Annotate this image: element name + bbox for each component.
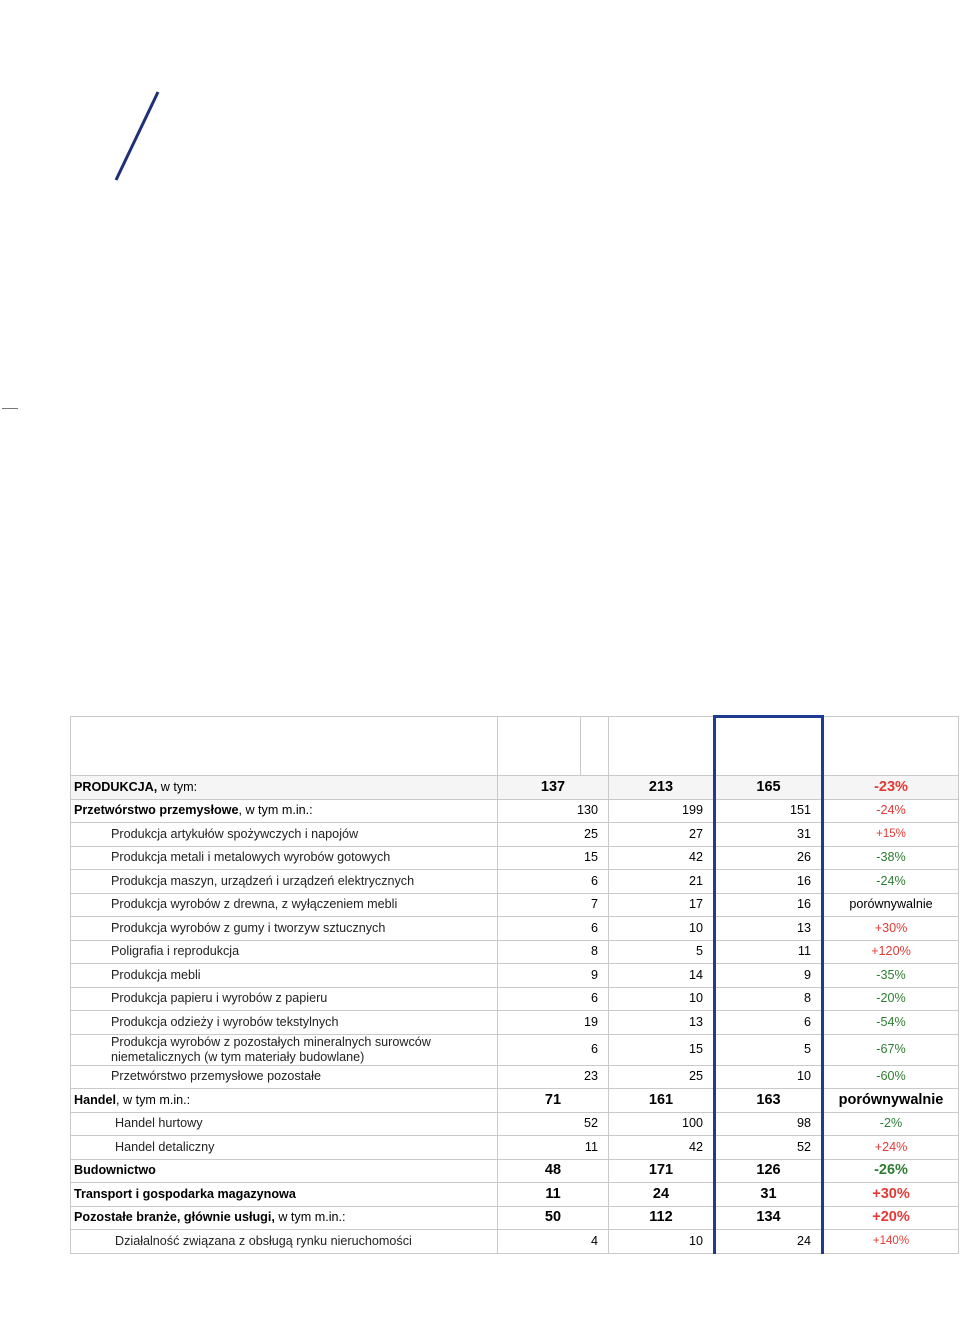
- value-2008: 11: [498, 1183, 609, 1207]
- row-label: [71, 1159, 498, 1183]
- table-row: [71, 823, 959, 847]
- value-2013: 25: [609, 1065, 715, 1089]
- value-2013: 10: [609, 917, 715, 941]
- value-2008: 11: [498, 1136, 609, 1160]
- value-2013: 112: [609, 1206, 715, 1230]
- value-zmiana: +120%: [823, 940, 959, 964]
- value-zmiana: -54%: [823, 1011, 959, 1035]
- table-row: [71, 1112, 959, 1136]
- value-zmiana: -38%: [823, 846, 959, 870]
- row-label: Produkcja wyrobów z drewna, z wyłączeniem mebli: [71, 893, 498, 917]
- row-label-main: Budownictwo: [74, 1163, 156, 1178]
- value-zmiana: -24%: [823, 799, 959, 823]
- row-label-main: Przetwórstwo przemysłowe: [74, 803, 239, 818]
- value-2014: 165: [715, 776, 823, 800]
- value-2013: 10: [609, 1230, 715, 1254]
- header-branza: [71, 717, 498, 776]
- value-2014: 163: [715, 1089, 823, 1113]
- row-label: Produkcja metali i metalowych wyrobów gotowych: [71, 846, 498, 870]
- header-zmiana: [823, 717, 959, 776]
- value-2008: 130: [498, 799, 609, 823]
- value-2014: 151: [715, 799, 823, 823]
- value-2014: 8: [715, 987, 823, 1011]
- value-2013: 10: [609, 987, 715, 1011]
- value-2013: 199: [609, 799, 715, 823]
- header-2013: [609, 717, 715, 776]
- table-row: [71, 1065, 959, 1089]
- row-label: [71, 1183, 498, 1207]
- value-2014: 5: [715, 1034, 823, 1065]
- value-2014: 126: [715, 1159, 823, 1183]
- row-label: Produkcja mebli: [71, 964, 498, 988]
- row-label: Produkcja odzieży i wyrobów tekstylnych: [71, 1011, 498, 1035]
- value-zmiana: +30%: [823, 917, 959, 941]
- table-row: [71, 964, 959, 988]
- value-2008: 19: [498, 1011, 609, 1035]
- table-row: [71, 1183, 959, 1207]
- value-2013: 213: [609, 776, 715, 800]
- value-2008: 6: [498, 870, 609, 894]
- table-row: [71, 940, 959, 964]
- value-2008: 4: [498, 1230, 609, 1254]
- header-dots: [581, 717, 609, 776]
- row-label: [71, 799, 498, 823]
- value-2008: 23: [498, 1065, 609, 1089]
- row-label: Produkcja papieru i wyrobów z papieru: [71, 987, 498, 1011]
- value-2014: 52: [715, 1136, 823, 1160]
- table-row: [71, 1206, 959, 1230]
- value-2014: 13: [715, 917, 823, 941]
- value-zmiana: -67%: [823, 1034, 959, 1065]
- value-zmiana: porównywalnie: [823, 1089, 959, 1113]
- value-2008: 50: [498, 1206, 609, 1230]
- row-label: Produkcja wyrobów z pozostałych mineralnych surowców niemetalicznych (w tym materiały budowlane): [71, 1034, 498, 1065]
- value-2014: 26: [715, 846, 823, 870]
- table-row: [71, 893, 959, 917]
- value-2013: 21: [609, 870, 715, 894]
- table-row: [71, 1034, 959, 1065]
- row-label-suffix: w tym:: [157, 779, 198, 794]
- value-2008: 8: [498, 940, 609, 964]
- table-row: [71, 870, 959, 894]
- row-label: Poligrafia i reprodukcja: [71, 940, 498, 964]
- value-2014: 24: [715, 1230, 823, 1254]
- table-row: [71, 1136, 959, 1160]
- value-2008: 52: [498, 1112, 609, 1136]
- row-label: Przetwórstwo przemysłowe pozostałe: [71, 1065, 498, 1089]
- value-zmiana: -60%: [823, 1065, 959, 1089]
- table-row: [71, 1230, 959, 1254]
- value-2008: 15: [498, 846, 609, 870]
- row-label: [71, 776, 498, 800]
- value-2013: 161: [609, 1089, 715, 1113]
- row-label: Produkcja artykułów spożywczych i napojów: [71, 823, 498, 847]
- row-label-suffix: , w tym m.in.:: [238, 803, 313, 818]
- value-2008: 6: [498, 987, 609, 1011]
- value-2008: 7: [498, 893, 609, 917]
- value-2014: 16: [715, 893, 823, 917]
- row-label-main: Pozostałe branże, głównie usługi,: [74, 1210, 275, 1225]
- table-row: [71, 1159, 959, 1183]
- value-zmiana: +15%: [823, 823, 959, 847]
- value-2008: 137: [498, 776, 609, 800]
- row-label-suffix: w tym m.in.:: [274, 1210, 346, 1225]
- value-zmiana: +20%: [823, 1206, 959, 1230]
- row-label-main: Transport i gospodarka magazynowa: [74, 1186, 296, 1201]
- value-2014: 31: [715, 1183, 823, 1207]
- value-2008: 25: [498, 823, 609, 847]
- row-label: [71, 1206, 498, 1230]
- value-2014: 11: [715, 940, 823, 964]
- value-2014: 6: [715, 1011, 823, 1035]
- value-2013: 13: [609, 1011, 715, 1035]
- value-2014: 98: [715, 1112, 823, 1136]
- value-2014: 10: [715, 1065, 823, 1089]
- value-2014: 134: [715, 1206, 823, 1230]
- value-2008: 6: [498, 917, 609, 941]
- value-zmiana: +30%: [823, 1183, 959, 1207]
- value-2013: 100: [609, 1112, 715, 1136]
- table-row: [71, 1011, 959, 1035]
- row-label-main: Handel: [74, 1092, 116, 1107]
- bankruptcy-table: [70, 715, 959, 1254]
- value-2013: 15: [609, 1034, 715, 1065]
- value-2013: 24: [609, 1183, 715, 1207]
- row-label: Produkcja wyrobów z gumy i tworzyw sztucznych: [71, 917, 498, 941]
- row-label: Produkcja maszyn, urządzeń i urządzeń elektrycznych: [71, 870, 498, 894]
- value-2008: 71: [498, 1089, 609, 1113]
- value-2013: 5: [609, 940, 715, 964]
- value-2008: 48: [498, 1159, 609, 1183]
- bankruptcy-table-wrapper: [70, 715, 958, 1254]
- value-2013: 42: [609, 846, 715, 870]
- table-row: [71, 987, 959, 1011]
- table-row: [71, 799, 959, 823]
- value-zmiana: +24%: [823, 1136, 959, 1160]
- value-zmiana: -35%: [823, 964, 959, 988]
- value-2013: 42: [609, 1136, 715, 1160]
- table-row: [71, 776, 959, 800]
- value-zmiana: -20%: [823, 987, 959, 1011]
- value-2008: 9: [498, 964, 609, 988]
- value-2014: 9: [715, 964, 823, 988]
- table-row: [71, 917, 959, 941]
- row-label: Działalność związana z obsługą rynku nieruchomości: [71, 1230, 498, 1254]
- table-row: [71, 846, 959, 870]
- row-label: [71, 1089, 498, 1113]
- row-label: Handel hurtowy: [71, 1112, 498, 1136]
- table-row: [71, 1089, 959, 1113]
- value-zmiana: -24%: [823, 870, 959, 894]
- value-2013: 27: [609, 823, 715, 847]
- value-zmiana: -26%: [823, 1159, 959, 1183]
- value-zmiana: porównywalnie: [823, 893, 959, 917]
- value-2013: 171: [609, 1159, 715, 1183]
- header-2008: [498, 717, 581, 776]
- value-2014: 31: [715, 823, 823, 847]
- row-label: Handel detaliczny: [71, 1136, 498, 1160]
- value-2008: 6: [498, 1034, 609, 1065]
- margin-mark: [2, 408, 18, 409]
- row-label-main: PRODUKCJA,: [74, 779, 158, 794]
- value-2013: 17: [609, 893, 715, 917]
- value-2013: 14: [609, 964, 715, 988]
- value-zmiana: +140%: [823, 1230, 959, 1254]
- value-zmiana: -2%: [823, 1112, 959, 1136]
- header-2014: [715, 717, 823, 776]
- row-label-suffix: , w tym m.in.:: [116, 1092, 191, 1107]
- value-2014: 16: [715, 870, 823, 894]
- table-header-row: [71, 717, 959, 776]
- decorative-slash: [112, 90, 162, 182]
- value-zmiana: -23%: [823, 776, 959, 800]
